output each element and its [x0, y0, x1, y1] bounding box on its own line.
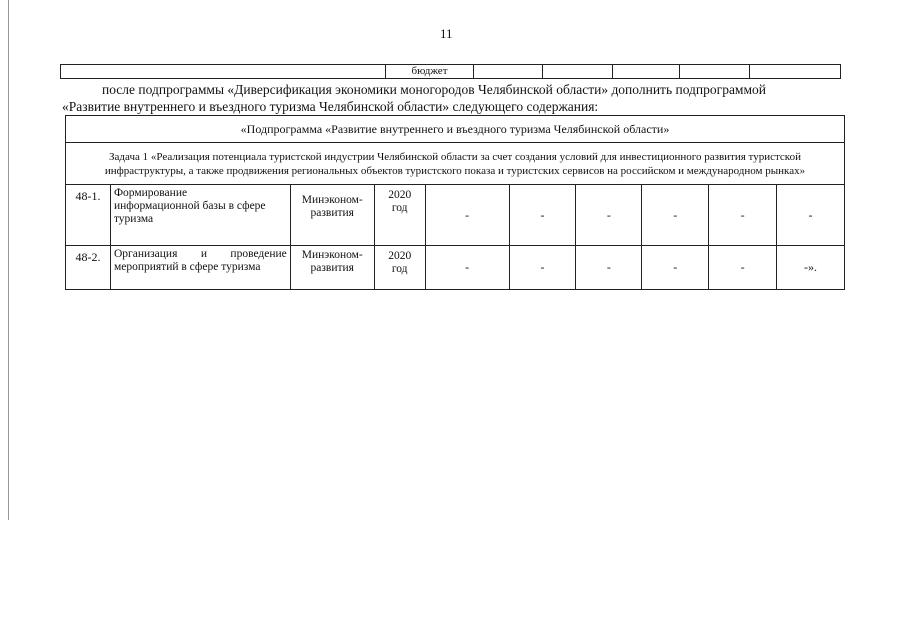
table-cell [613, 65, 680, 79]
row-number: 48-1. [66, 185, 111, 246]
table-cell [750, 65, 841, 79]
intro-line-1: после подпрограммы «Диверсификация экономики моногородов Челябинской области» дополнить подпрограммой [102, 82, 766, 97]
table-row [66, 116, 845, 143]
executor-line: Минэконом- [301, 194, 363, 206]
activity-name [110, 185, 290, 246]
table-cell [680, 65, 750, 79]
year-line: год [391, 263, 408, 275]
page-number: 11 [440, 26, 453, 41]
table-row [66, 143, 845, 185]
table-row [61, 65, 841, 79]
value-cell: - [425, 185, 509, 246]
value-cell: - [642, 185, 709, 246]
executor-line: Минэконом- [301, 249, 363, 261]
name-line: мероприятий в сфере туризма [113, 261, 261, 273]
table-row [66, 246, 845, 290]
deadline [374, 246, 425, 290]
table-cell [543, 65, 613, 79]
value-cell: - [509, 185, 576, 246]
executor-line: развития [310, 207, 354, 219]
executor-line: развития [310, 262, 354, 274]
left-margin-rule [8, 0, 9, 520]
year-line: год [391, 202, 408, 214]
value-cell: - [777, 185, 845, 246]
name-line: туризма [113, 213, 154, 225]
value-cell: - [709, 246, 777, 290]
name-line: Формирование [113, 187, 188, 199]
table-cell [61, 65, 386, 79]
value-cell: - [576, 246, 642, 290]
intro-paragraph [62, 81, 848, 115]
table-row [66, 185, 845, 246]
executor [290, 185, 374, 246]
deadline [374, 185, 425, 246]
value-cell: - [709, 185, 777, 246]
name-line: информационной базы в сфере [113, 200, 266, 212]
intro-line-2: «Развитие внутреннего и въездного туризма Челябинской области» следующего содержания: [62, 99, 599, 114]
year-line: 2020 [388, 189, 412, 201]
value-cell: - [509, 246, 576, 290]
table-cell [474, 65, 543, 79]
value-cell: -». [777, 246, 845, 290]
activity-name [110, 246, 290, 290]
executor [290, 246, 374, 290]
budget-row-table [60, 64, 841, 79]
subprogram-title: «Подпрограмма «Развитие внутреннего и въездного туризма Челябинской области» [66, 116, 845, 143]
value-cell: - [576, 185, 642, 246]
task-description: Задача 1 «Реализация потенциала туристской индустрии Челябинской области за счет создания условий для инвестиционного развития туристской инфраструктуры, а также продвижения региональных объектов туристского показа и туристских сервисов на российском и международном рынках» [66, 143, 845, 185]
value-cell: - [642, 246, 709, 290]
budget-cell: бюджет [385, 65, 474, 79]
year-line: 2020 [388, 250, 412, 262]
subprogram-table [65, 115, 845, 290]
name-line: Организация и проведение [113, 248, 287, 260]
value-cell: - [425, 246, 509, 290]
row-number: 48-2. [66, 246, 111, 290]
